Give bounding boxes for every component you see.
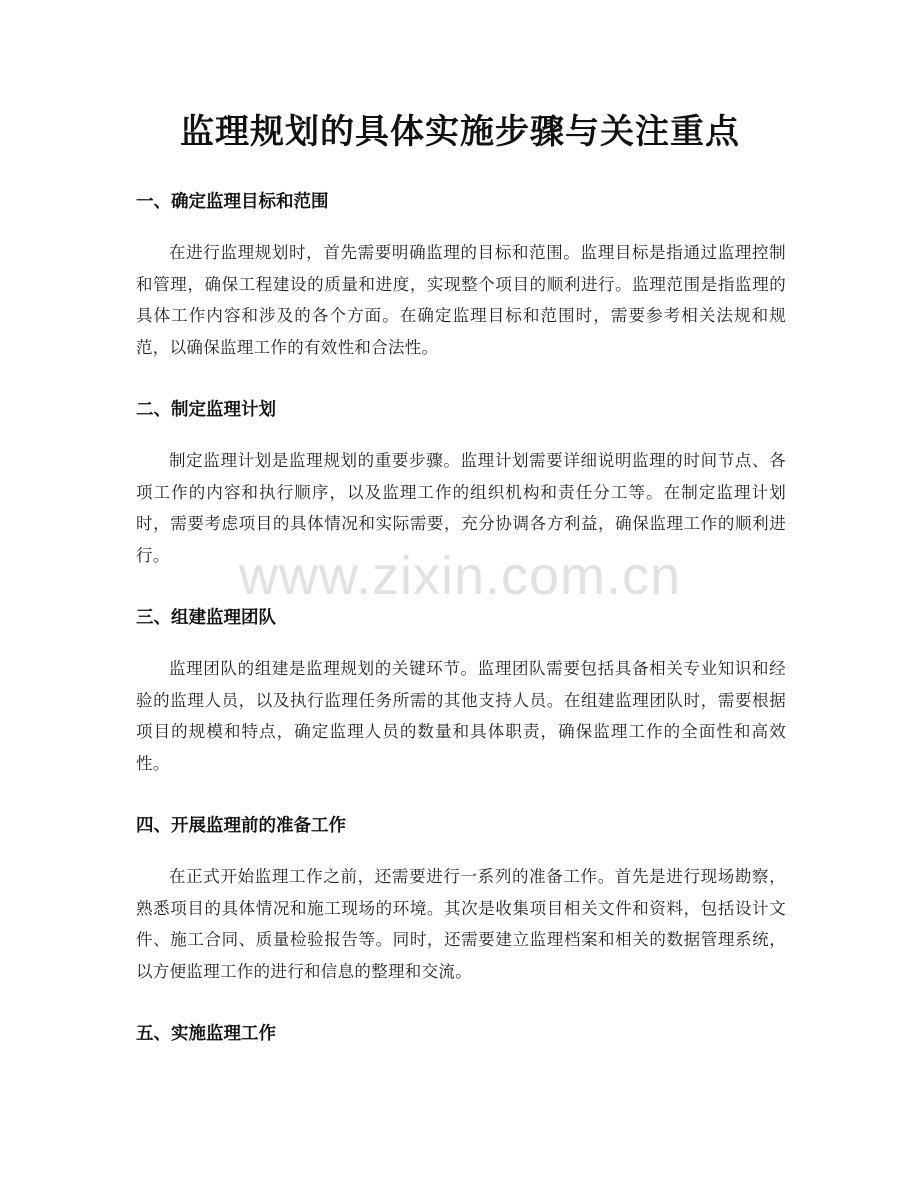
section-heading: 二、制定监理计划	[136, 400, 276, 420]
section-paragraph: 在进行监理规划时，首先需要明确监理的目标和范围。监理目标是指通过监理控制和管理，确保工程建设的质量和进度，实现整个项目的顺利进行。监理范围是指监理的具体工作内容和涉及的各个方面。在确定监理目标和范围时，需要参考相关法规和规范，以确保监理工作的有效性和合法性。	[136, 243, 786, 357]
section-3	[136, 606, 786, 779]
document-title: 监理规划的具体实施步骤与关注重点	[180, 112, 740, 152]
section-4	[136, 814, 786, 987]
section-heading: 一、确定监理目标和范围	[136, 192, 329, 212]
section-heading: 四、开展监理前的准备工作	[136, 816, 346, 836]
section-2	[136, 398, 786, 571]
section-paragraph: 在正式开始监理工作之前，还需要进行一系列的准备工作。首先是进行现场勘察，熟悉项目的具体情况和施工现场的环境。其次是收集项目相关文件和资料，包括设计文件、施工合同、质量检验报告等。同时，还需要建立监理档案和相关的数据管理系统，以方便监理工作的进行和信息的整理和交流。	[136, 867, 786, 981]
section-5	[136, 1022, 786, 1046]
section-paragraph: 监理团队的组建是监理规划的关键环节。监理团队需要包括具备相关专业知识和经验的监理人员，以及执行监理任务所需的其他支持人员。在组建监理团队时，需要根据项目的规模和特点，确定监理人员的数量和具体职责，确保监理工作的全面性和高效性。	[136, 659, 786, 773]
watermark-text: www.zixin.com.cn	[238, 546, 682, 606]
section-1	[136, 190, 786, 363]
section-heading: 五、实施监理工作	[136, 1024, 276, 1044]
section-paragraph: 制定监理计划是监理规划的重要步骤。监理计划需要详细说明监理的时间节点、各项工作的内容和执行顺序，以及监理工作的组织机构和责任分工等。在制定监理计划时，需要考虑项目的具体情况和实际需要，充分协调各方利益，确保监理工作的顺利进行。	[136, 451, 786, 565]
section-heading: 三、组建监理团队	[136, 608, 276, 628]
